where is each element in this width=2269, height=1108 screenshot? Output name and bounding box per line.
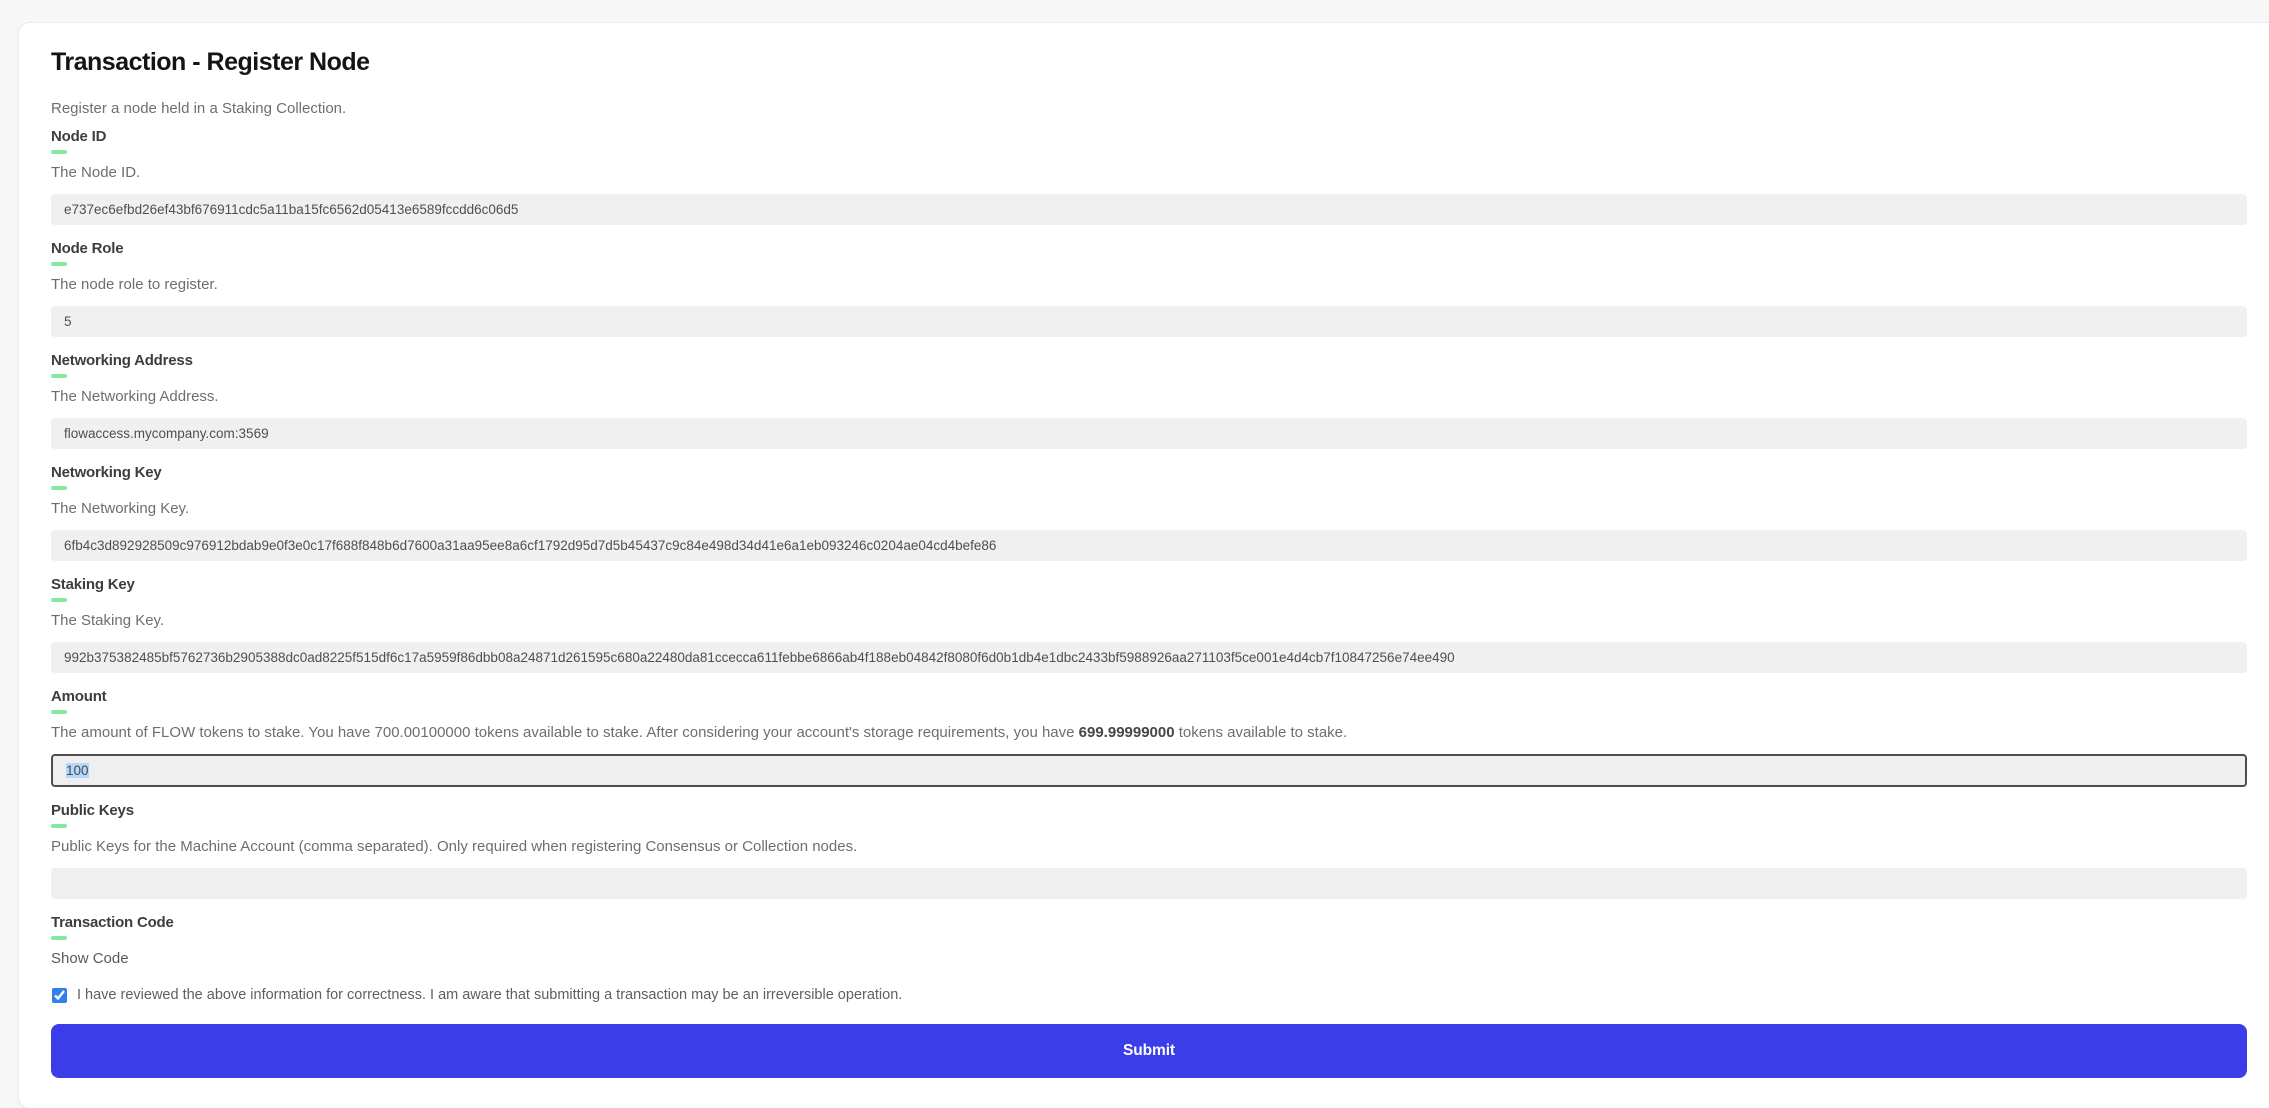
page-subtitle: Register a node held in a Staking Collection. [51, 100, 347, 117]
show-code-toggle[interactable]: Show Code [51, 950, 129, 967]
field-description-networking-address: The Networking Address. [51, 388, 219, 405]
label-accent-underline [51, 598, 67, 602]
field-description-public-keys: Public Keys for the Machine Account (comma separated). Only required when registering Consensus or Collection nodes. [51, 838, 858, 855]
label-accent-underline [51, 710, 67, 714]
transaction-card [18, 22, 2269, 1108]
field-label-public-keys: Public Keys [51, 802, 134, 819]
confirm-checkbox[interactable] [52, 988, 67, 1003]
field-group-networking-key [51, 464, 2247, 561]
field-group-staking-key [51, 576, 2247, 673]
node-role-input[interactable] [51, 306, 2247, 337]
public-keys-input[interactable] [51, 868, 2247, 899]
submit-button[interactable]: Submit [51, 1024, 2247, 1078]
field-description-node-role: The node role to register. [51, 276, 218, 293]
field-description-networking-key: The Networking Key. [51, 500, 190, 517]
label-accent-underline [51, 262, 67, 266]
field-group-public-keys [51, 802, 2247, 899]
confirmation-label: I have reviewed the above information for correctness. I am aware that submitting a transaction may be an irreversible operation. [77, 987, 903, 1003]
amount-input[interactable] [51, 754, 2247, 787]
field-label-staking-key: Staking Key [51, 576, 135, 593]
amount-selected-text: 100 [66, 763, 89, 778]
field-label-networking-key: Networking Key [51, 464, 162, 481]
field-description-node-id: The Node ID. [51, 164, 141, 181]
field-label-amount: Amount [51, 688, 107, 705]
field-description-staking-key: The Staking Key. [51, 612, 165, 629]
field-label-node-role: Node Role [51, 240, 124, 257]
networking-key-input[interactable] [51, 530, 2247, 561]
confirmation-row [51, 986, 2247, 1005]
field-label-networking-address: Networking Address [51, 352, 193, 369]
field-description-amount: The amount of FLOW tokens to stake. You have 700.00100000 tokens available to stake. After considering your account's storage requirements, you have 699.99999000 tokens available to stake. [51, 724, 1348, 741]
field-group-amount [51, 688, 2247, 787]
label-accent-underline [51, 824, 67, 828]
field-group-node-role [51, 240, 2247, 337]
field-label-node-id: Node ID [51, 128, 107, 145]
transaction-code-group [51, 914, 2247, 968]
networking-address-input[interactable] [51, 418, 2247, 449]
node-id-input[interactable] [51, 194, 2247, 225]
label-accent-underline [51, 936, 67, 940]
page-title: Transaction - Register Node [51, 48, 370, 76]
field-group-networking-address [51, 352, 2247, 449]
label-accent-underline [51, 486, 67, 490]
label-accent-underline [51, 374, 67, 378]
transaction-code-label: Transaction Code [51, 914, 174, 931]
staking-key-input[interactable] [51, 642, 2247, 673]
field-group-node-id [51, 128, 2247, 225]
label-accent-underline [51, 150, 67, 154]
